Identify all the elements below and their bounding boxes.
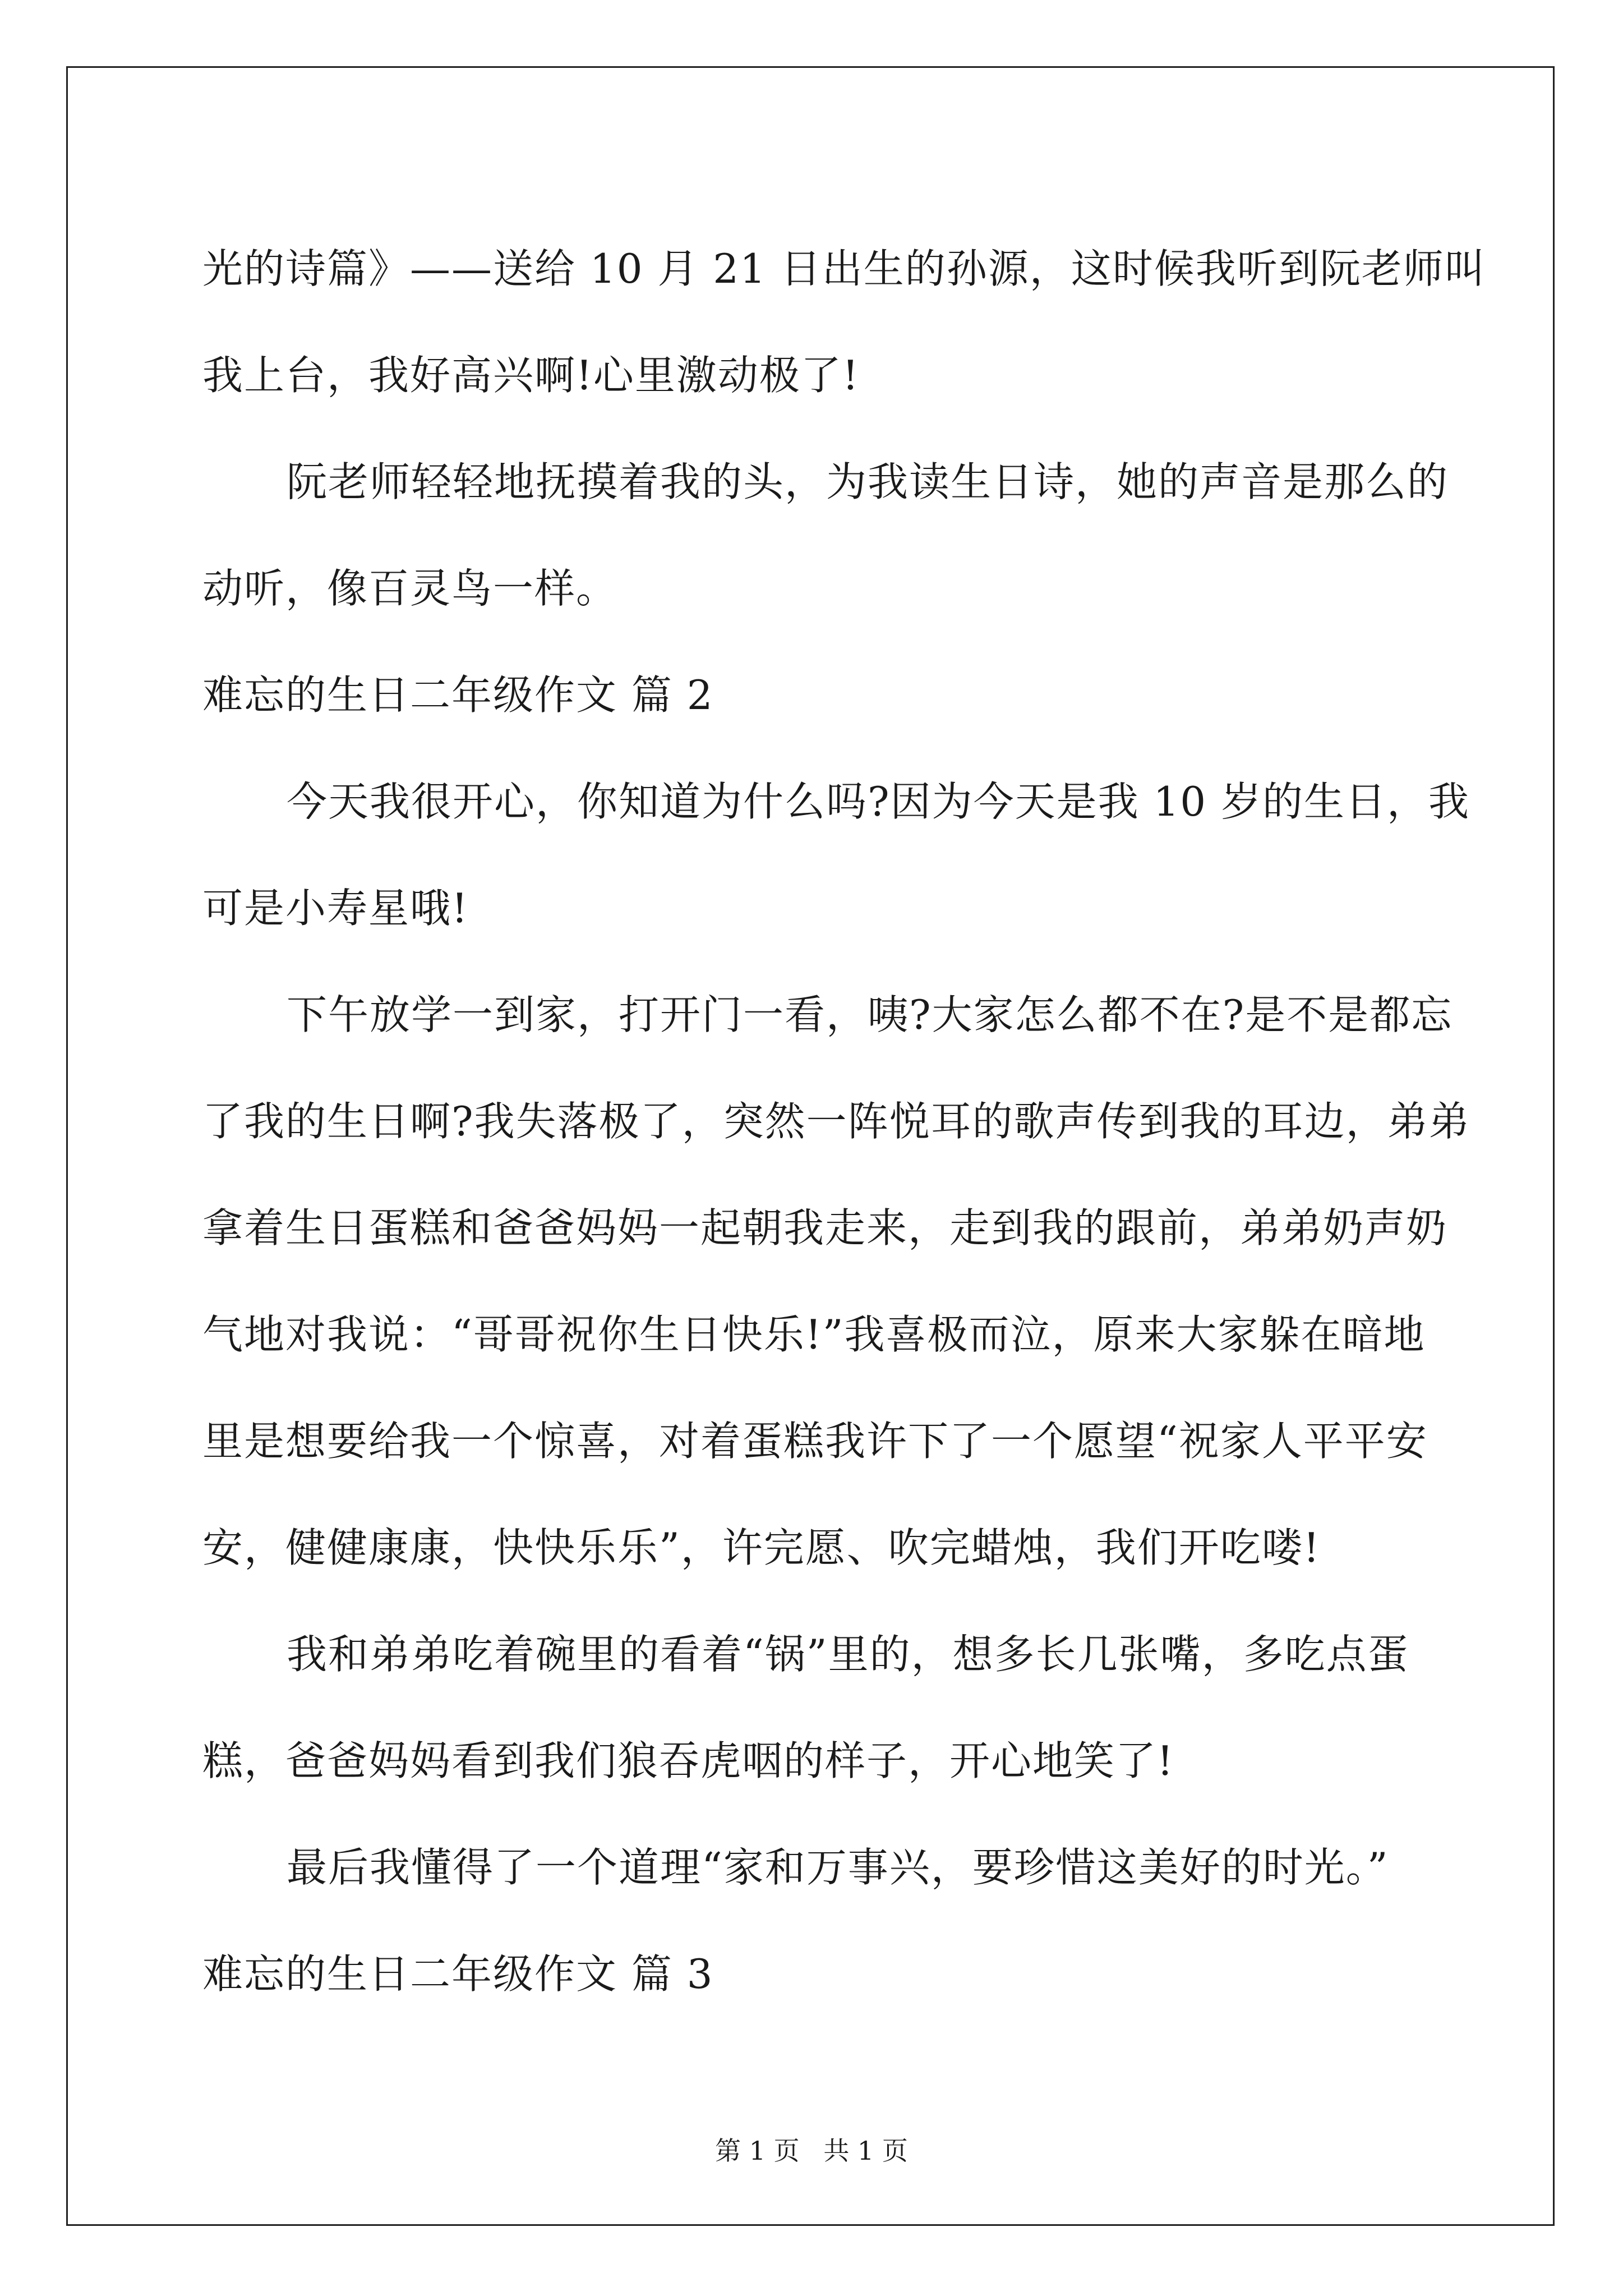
page-number-total: 共 1 页: [823, 2136, 908, 2166]
text-line: 动听，像百灵鸟一样。: [202, 565, 618, 612]
text-line: 拿着生日蛋糕和爸爸妈妈一起朝我走来，走到我的跟前，弟弟奶声奶: [202, 1204, 1448, 1251]
paragraph-line: 我和弟弟吃着碗里的看着“锅”里的，想多长几张嘴，多吃点蛋: [287, 1631, 1409, 1678]
page-frame: [66, 66, 1555, 2226]
text-line: 光的诗篇》——送给 10 月 21 日出生的孙源，这时候我听到阮老师叫: [202, 245, 1486, 292]
text-line: 里是想要给我一个惊喜，对着蛋糕我许下了一个愿望“祝家人平平安: [202, 1418, 1428, 1465]
section-heading: 难忘的生日二年级作文 篇 2: [202, 671, 714, 719]
text-line: 安，健健康康，快快乐乐”，许完愿、吹完蜡烛，我们开吃喽!: [202, 1524, 1321, 1571]
paragraph-line: 阮老师轻轻地抚摸着我的头，为我读生日诗，她的声音是那么的: [287, 458, 1449, 505]
text-line: 可是小寿星哦!: [202, 885, 469, 932]
text-line: 了我的生日啊?我失落极了，突然一阵悦耳的歌声传到我的耳边，弟弟: [202, 1098, 1470, 1145]
text-line: 我上台，我好高兴啊!心里激动极了!: [202, 352, 860, 399]
page-number-current: 第 1 页: [715, 2136, 800, 2166]
text-line: 气地对我说：“哥哥祝你生日快乐!”我喜极而泣，原来大家躲在暗地: [202, 1311, 1426, 1358]
section-heading: 难忘的生日二年级作文 篇 3: [202, 1950, 714, 1998]
paragraph-line: 今天我很开心，你知道为什么吗?因为今天是我 10 岁的生日，我: [287, 778, 1470, 825]
text-line: 糕，爸爸妈妈看到我们狼吞虎咽的样子，开心地笑了!: [202, 1737, 1174, 1784]
page-footer: [0, 2131, 1623, 2168]
paragraph-line: 最后我懂得了一个道理“家和万事兴，要珍惜这美好的时光。”: [287, 1844, 1389, 1891]
paragraph-line: 下午放学一到家，打开门一看，咦?大家怎么都不在?是不是都忘: [287, 991, 1453, 1038]
